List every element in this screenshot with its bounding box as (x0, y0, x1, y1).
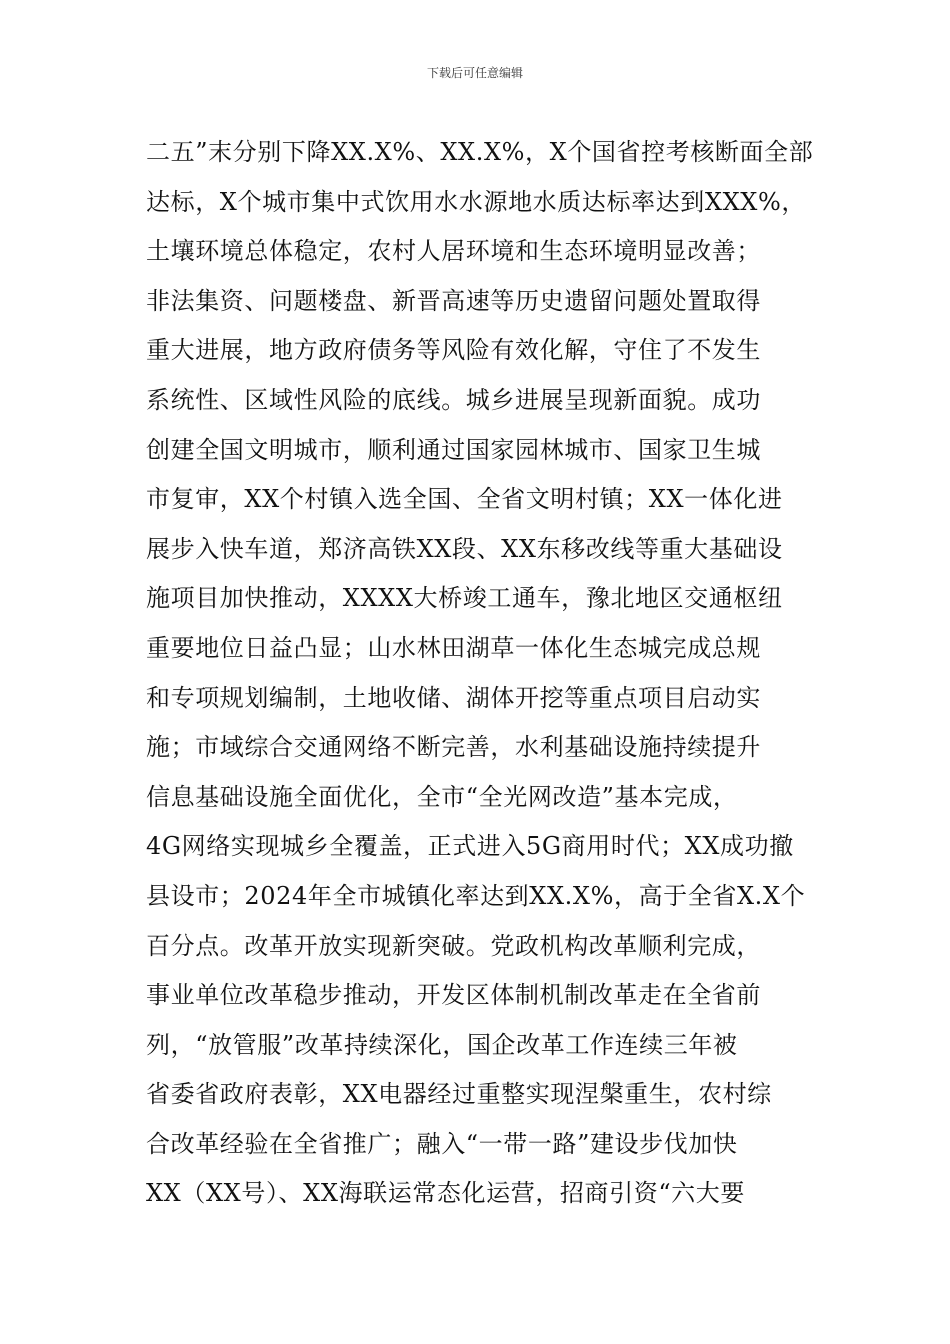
text-line: 事业单位改革稳步推动，开发区体制机制改革走在全省前 (146, 981, 761, 1010)
text-line: 非法集资、问题楼盘、新晋高速等历史遗留问题处置取得 (146, 286, 761, 315)
text-line: 和专项规划编制，土地收储、湖体开挖等重点项目启动实 (146, 683, 761, 712)
text-line: 4G网络实现城乡全覆盖，正式进入5G商用时代；XX成功撤 (146, 832, 794, 861)
text-line: 市复审，XX个村镇入选全国、全省文明村镇；XX一体化进 (146, 485, 783, 514)
page-header: 下载后可任意编辑 (426, 66, 523, 80)
text-line: 信息基础设施全面优化，全市“全光网改造”基本完成， (146, 782, 738, 811)
text-line: XX（XX号）、XX海联运常态化运营，招商引资“六大要 (146, 1179, 745, 1208)
text-line: 省委省政府表彰，XX电器经过重整实现涅槃重生，农村综 (146, 1080, 772, 1109)
text-line: 系统性、区域性风险的底线。城乡进展呈现新面貌。成功 (146, 385, 761, 414)
text-line: 创建全国文明城市，顺利通过国家园林城市、国家卫生城 (146, 435, 761, 464)
text-line: 重要地位日益凸显；山水林田湖草一体化生态城完成总规 (146, 633, 761, 662)
text-line: 土壤环境总体稳定，农村人居环境和生态环境明显改善； (146, 237, 761, 266)
text-line: 县设市；2024年全市城镇化率达到XX.X%，高于全省X.X个 (146, 881, 806, 910)
text-line: 达标，X个城市集中式饮用水水源地水质达标率达到XXX%， (146, 187, 806, 216)
text-line: 施项目加快推动，XXXX大桥竣工通车，豫北地区交通枢纽 (146, 584, 783, 613)
text-line: 合改革经验在全省推广；融入“一带一路”建设步伐加快 (146, 1129, 738, 1158)
text-line: 施；市域综合交通网络不断完善，水利基础设施持续提升 (146, 733, 761, 762)
body-text (146, 128, 826, 1219)
text-line: 百分点。改革开放实现新突破。党政机构改革顺利完成， (146, 931, 761, 960)
text-line: 二五”末分别下降XX.X%、XX.X%，X个国省控考核断面全部 (146, 138, 814, 166)
text-line: 重大进展，地方政府债务等风险有效化解，守住了不发生 (146, 336, 761, 365)
text-line: 展步入快车道，郑济高铁XX段、XX东移改线等重大基础设 (146, 534, 783, 563)
text-line: 列，“放管服”改革持续深化，国企改革工作连续三年被 (146, 1030, 738, 1059)
